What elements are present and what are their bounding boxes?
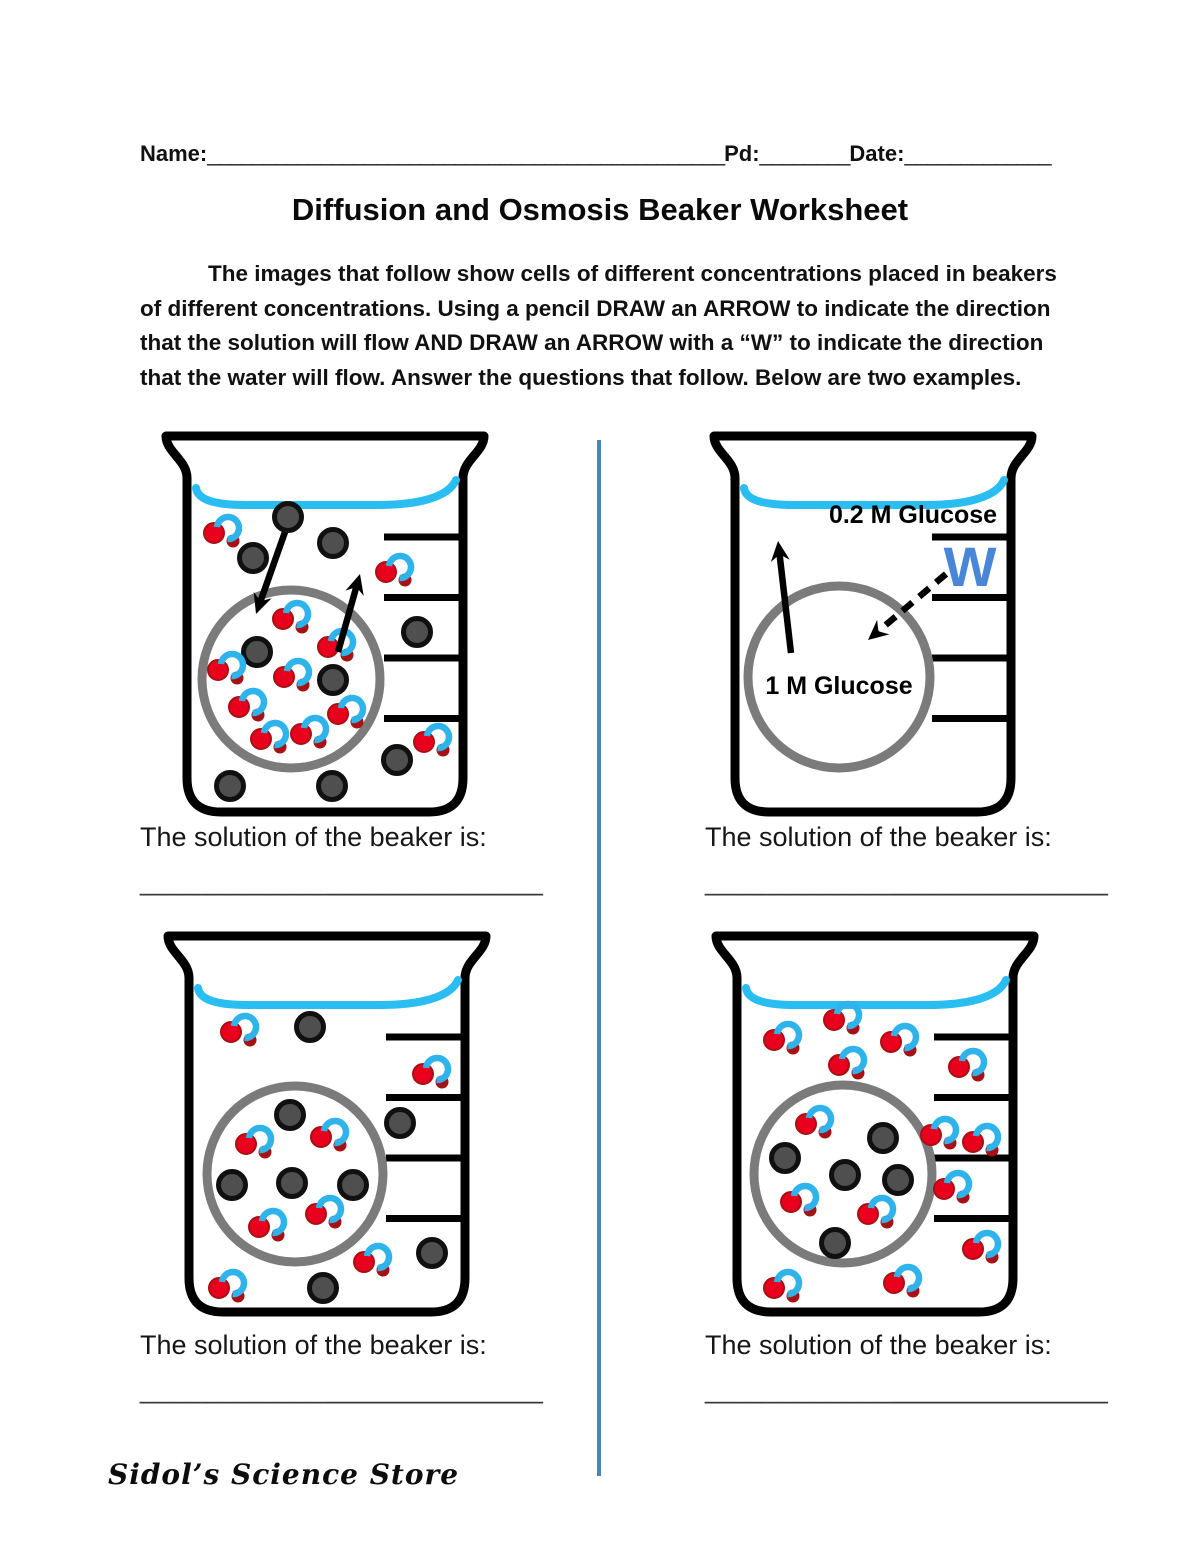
beaker-diagram-bottom-left [162, 928, 492, 1323]
water-molecule [306, 1197, 342, 1228]
solute-molecule [319, 773, 346, 800]
water-molecule [236, 1127, 272, 1158]
water-molecule [934, 1172, 970, 1203]
solute-molecule [419, 1240, 446, 1267]
page-title: Diffusion and Osmosis Beaker Worksheet [291, 192, 909, 227]
water-molecule [274, 660, 310, 691]
water-molecule [963, 1232, 999, 1263]
water-molecule [221, 1015, 257, 1046]
pd-label: Pd: [724, 141, 760, 166]
cell-concentration-label: 1 M Glucose [765, 672, 913, 700]
water-molecule [921, 1118, 957, 1149]
answer-blank-line: __________________________ [705, 1374, 1109, 1404]
beaker-caption: The solution of the beaker is: [705, 1330, 1052, 1360]
water-molecule [311, 1120, 347, 1151]
beaker-diagram-top-left [160, 428, 490, 823]
water-molecule [949, 1050, 985, 1081]
water-molecule [796, 1107, 832, 1138]
solute-molecule [240, 545, 267, 572]
solute-molecule [219, 1172, 246, 1199]
solute-molecule [275, 504, 302, 531]
name-label: Name: [140, 141, 208, 166]
water-letter: W [943, 535, 997, 598]
water-surface-line [198, 980, 458, 1005]
water-molecule [781, 1185, 817, 1216]
beaker-caption: The solution of the beaker is: [140, 822, 487, 852]
water-molecule [858, 1197, 894, 1228]
water-molecule [328, 697, 364, 728]
water-surface-line [746, 980, 1006, 1005]
solute-molecule [310, 1275, 337, 1302]
water-surface-line [196, 480, 456, 505]
water-molecule [963, 1125, 999, 1156]
water-molecule [208, 653, 244, 684]
column-divider-line [597, 440, 601, 1476]
water-molecule [229, 690, 265, 721]
water-molecule [251, 722, 287, 753]
beaker-caption: The solution of the beaker is: [140, 1330, 487, 1360]
answer-blank-line: __________________________ [140, 866, 544, 896]
solute-molecule [297, 1014, 324, 1041]
name-blank-line: ______________________________________________ [207, 141, 725, 166]
water-molecule [414, 725, 450, 756]
water-molecule [273, 602, 309, 633]
solute-molecule [384, 747, 411, 774]
water-molecule [764, 1023, 800, 1054]
answer-blank-line: __________________________ [705, 866, 1109, 896]
solute-molecule [885, 1167, 912, 1194]
solute-molecule [277, 1102, 304, 1129]
water-molecule [318, 630, 354, 661]
solute-molecule [832, 1162, 859, 1189]
brand-signature: Sidol’s Science Store [108, 1458, 460, 1491]
beaker-diagram-bottom-right [710, 928, 1040, 1323]
pd-blank-line: ________ [759, 141, 850, 166]
water-molecule [881, 1025, 917, 1056]
solute-molecule [320, 667, 347, 694]
solute-molecule [387, 1110, 414, 1137]
solute-molecule [404, 619, 431, 646]
solute-molecule [279, 1170, 306, 1197]
date-label: Date: [849, 141, 905, 166]
date-blank-line: _____________ [904, 141, 1051, 166]
water-molecule [204, 516, 240, 547]
solute-molecule [340, 1172, 367, 1199]
water-molecule [354, 1245, 390, 1276]
water-molecule [376, 555, 412, 586]
water-molecule [249, 1210, 285, 1241]
water-molecule [764, 1271, 800, 1302]
water-molecule [829, 1048, 865, 1079]
solute-molecule [244, 639, 271, 666]
answer-blank-line: __________________________ [140, 1374, 544, 1404]
solute-molecule [822, 1230, 849, 1257]
beaker-solution-label: 0.2 M Glucose [828, 501, 998, 529]
solute-molecule [870, 1125, 897, 1152]
beaker-diagram-top-right [708, 428, 1038, 823]
water-molecule [291, 717, 327, 748]
solute-molecule [217, 773, 244, 800]
water-molecule [209, 1271, 245, 1302]
solute-molecule [320, 530, 347, 557]
instructions-paragraph: The images that follow show cells of different concentrations placed in beakers of different concentrations. Using a pencil DRAW an ARROW to indicate the direction that the solution will flow AND DRAW an ARROW with a “W” to indicate the direction that the water will flow. Answer the questions that follow. Below are two examples. [140, 261, 1057, 390]
water-molecule [413, 1057, 449, 1088]
solute-molecule [772, 1145, 799, 1172]
beaker-caption: The solution of the beaker is: [705, 822, 1052, 852]
header [140, 141, 1070, 167]
water-molecule [884, 1266, 920, 1297]
